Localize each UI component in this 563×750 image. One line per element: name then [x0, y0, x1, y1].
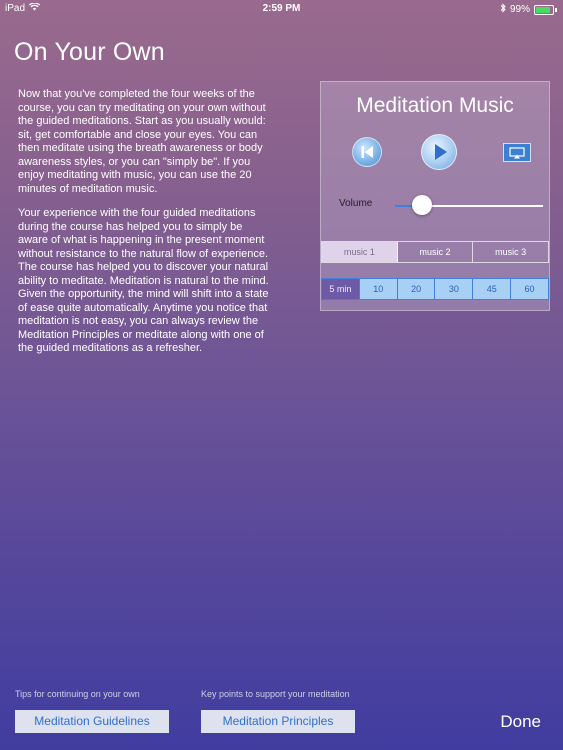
panel-title: Meditation Music	[356, 94, 514, 117]
music-selector	[321, 241, 549, 263]
tab-music-2[interactable]: music 2	[398, 242, 474, 262]
body-text	[18, 88, 270, 367]
device-label: iPad	[5, 3, 26, 14]
volume-label: Volume	[339, 198, 373, 209]
duration-45[interactable]: 45	[473, 279, 511, 299]
tab-music-3[interactable]: music 3	[495, 247, 527, 257]
guidelines-hint: Tips for continuing on your own	[15, 689, 140, 699]
tab-music-1[interactable]: music 1	[322, 242, 398, 262]
done-button[interactable]: Done	[500, 712, 541, 731]
meditation-principles-button[interactable]: Meditation Principles	[201, 710, 355, 733]
duration-20[interactable]: 20	[398, 279, 436, 299]
meditation-guidelines-button[interactable]: Meditation Guidelines	[15, 710, 169, 733]
play-icon	[422, 135, 456, 169]
duration-5-min[interactable]: 5 min	[322, 279, 360, 299]
paragraph-intro: Now that you've completed the four weeks of the course, you can try meditating on your own without the guided meditations. Start as you usually would: sit, get comfortable and close your eyes. You can then meditate using the breath awareness or body awareness styles, or you can "simply be". If you enjoy meditating with music, you can use the 20 minutes of meditation music.	[18, 88, 266, 195]
volume-slider-thumb[interactable]	[412, 195, 432, 215]
duration-60[interactable]: 60	[511, 279, 548, 299]
bluetooth-icon	[500, 3, 506, 16]
airplay-button[interactable]	[503, 143, 531, 162]
principles-hint: Key points to support your meditation	[201, 689, 350, 699]
play-button[interactable]	[421, 134, 457, 170]
battery-icon	[534, 5, 554, 15]
clock: 2:59 PM	[262, 3, 301, 14]
previous-track-button[interactable]	[352, 137, 382, 167]
duration-selector	[321, 278, 549, 300]
battery-tip	[555, 8, 557, 12]
duration-30[interactable]: 30	[435, 279, 473, 299]
meditation-music-panel	[320, 81, 550, 311]
page-title: On Your Own	[14, 38, 165, 66]
skip-back-icon	[353, 138, 381, 166]
duration-10[interactable]: 10	[360, 279, 398, 299]
paragraph-experience: Your experience with the four guided meditations during the course has helped you to simply be aware of what is happening in the present moment without resistance to the natural flow of experience. The course has helped you to discover your natural ability to meditate. Meditation is natural to the mind. Given the opportunity, the mind will shift into a state of ease quite automatically. Anytime you notice that meditation is not easy, you can always review the Meditation Principles or meditate along with one of the guided meditations as a refresher.	[18, 207, 269, 354]
battery-percent: 99%	[509, 4, 530, 15]
airplay-icon	[504, 144, 530, 161]
status-bar	[0, 0, 563, 18]
